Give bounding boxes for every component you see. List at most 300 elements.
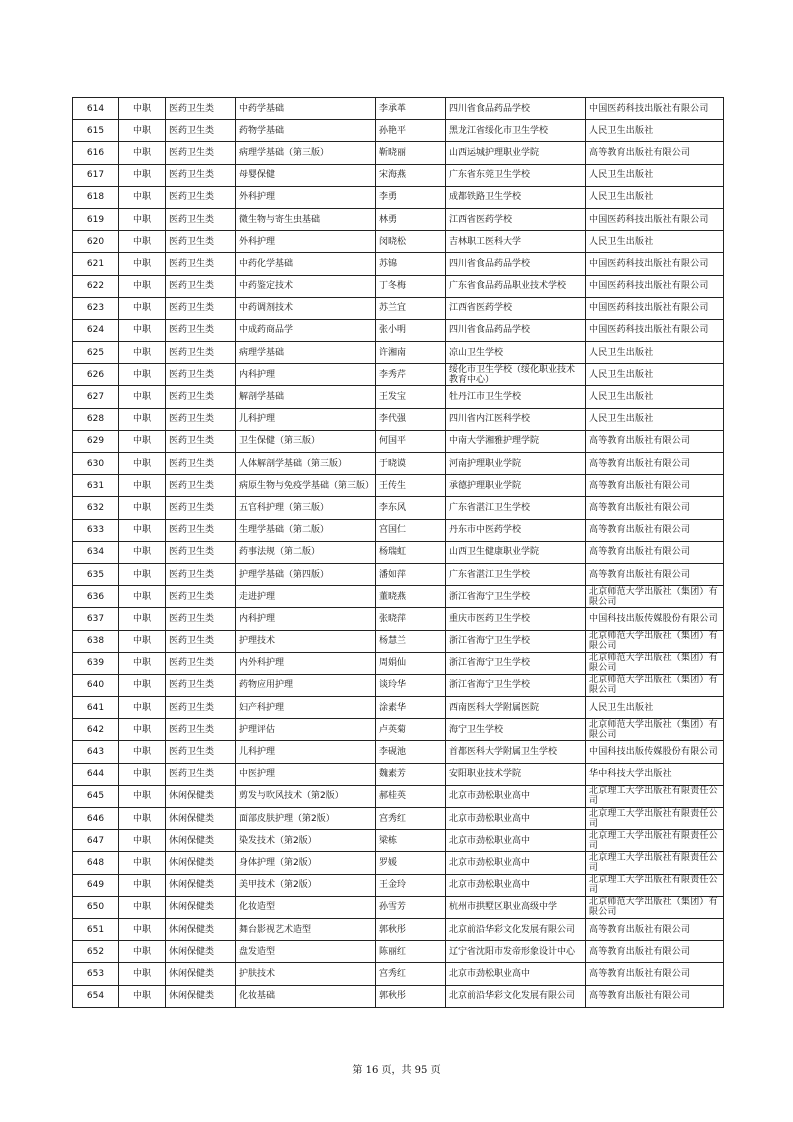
author-cell: 郭秋彤 bbox=[376, 918, 446, 940]
publisher-cell: 人民卫生出版社 bbox=[586, 386, 724, 408]
publisher-cell: 高等教育出版社有限公司 bbox=[586, 985, 724, 1007]
category-cell: 休闲保健类 bbox=[166, 941, 236, 963]
author-cell: 王发宝 bbox=[376, 386, 446, 408]
category-cell: 医药卫生类 bbox=[166, 120, 236, 142]
school-cell: 广东省东莞卫生学校 bbox=[446, 164, 586, 186]
author-cell: 杨慧兰 bbox=[376, 630, 446, 652]
table-row bbox=[73, 231, 724, 253]
row-number-cell: 637 bbox=[73, 608, 119, 630]
school-cell: 北京市劲松职业高中 bbox=[446, 852, 586, 874]
level-cell: 中职 bbox=[119, 297, 166, 319]
table-row bbox=[73, 342, 724, 364]
school-cell: 江西省医药学校 bbox=[446, 208, 586, 230]
category-cell: 医药卫生类 bbox=[166, 563, 236, 585]
table-row bbox=[73, 142, 724, 164]
title-cell: 中药学基础 bbox=[236, 98, 376, 120]
level-cell: 中职 bbox=[119, 586, 166, 608]
school-cell: 浙江省海宁卫生学校 bbox=[446, 674, 586, 696]
category-cell: 医药卫生类 bbox=[166, 519, 236, 541]
author-cell: 苏锦 bbox=[376, 253, 446, 275]
publisher-cell: 高等教育出版社有限公司 bbox=[586, 918, 724, 940]
publisher-cell: 北京师范大学出版社（集团）有限公司 bbox=[586, 896, 724, 918]
publisher-cell: 中国医药科技出版社有限公司 bbox=[586, 275, 724, 297]
author-cell: 李砚池 bbox=[376, 741, 446, 763]
author-cell: 陈丽红 bbox=[376, 941, 446, 963]
school-cell: 成都铁路卫生学校 bbox=[446, 186, 586, 208]
school-cell: 广东省湛江卫生学校 bbox=[446, 497, 586, 519]
row-number-cell: 653 bbox=[73, 963, 119, 985]
school-cell: 北京市劲松职业高中 bbox=[446, 785, 586, 807]
publisher-cell: 北京师范大学出版社（集团）有限公司 bbox=[586, 652, 724, 674]
table-row bbox=[73, 808, 724, 830]
school-cell: 绥化市卫生学校（绥化职业技术教育中心） bbox=[446, 364, 586, 386]
publisher-cell: 北京理工大学出版社有限责任公司 bbox=[586, 785, 724, 807]
row-number-cell: 623 bbox=[73, 297, 119, 319]
level-cell: 中职 bbox=[119, 497, 166, 519]
category-cell: 医药卫生类 bbox=[166, 253, 236, 275]
author-cell: 闵晓松 bbox=[376, 231, 446, 253]
table-row bbox=[73, 741, 724, 763]
row-number-cell: 632 bbox=[73, 497, 119, 519]
row-number-cell: 639 bbox=[73, 652, 119, 674]
publisher-cell: 中国医药科技出版社有限公司 bbox=[586, 297, 724, 319]
publisher-cell: 人民卫生出版社 bbox=[586, 164, 724, 186]
row-number-cell: 620 bbox=[73, 231, 119, 253]
level-cell: 中职 bbox=[119, 719, 166, 741]
publisher-cell: 人民卫生出版社 bbox=[586, 697, 724, 719]
category-cell: 医药卫生类 bbox=[166, 98, 236, 120]
publisher-cell: 北京师范大学出版社（集团）有限公司 bbox=[586, 586, 724, 608]
title-cell: 卫生保健（第三版） bbox=[236, 430, 376, 452]
category-cell: 休闲保健类 bbox=[166, 918, 236, 940]
table-row bbox=[73, 918, 724, 940]
table-row bbox=[73, 586, 724, 608]
title-cell: 解剖学基础 bbox=[236, 386, 376, 408]
author-cell: 卢英菊 bbox=[376, 719, 446, 741]
publisher-cell: 中国医药科技出版社有限公司 bbox=[586, 98, 724, 120]
level-cell: 中职 bbox=[119, 408, 166, 430]
row-number-cell: 652 bbox=[73, 941, 119, 963]
category-cell: 医药卫生类 bbox=[166, 164, 236, 186]
row-number-cell: 621 bbox=[73, 253, 119, 275]
category-cell: 医药卫生类 bbox=[166, 497, 236, 519]
publisher-cell: 北京师范大学出版社（集团）有限公司 bbox=[586, 630, 724, 652]
title-cell: 生理学基础（第二版） bbox=[236, 519, 376, 541]
row-number-cell: 633 bbox=[73, 519, 119, 541]
publisher-cell: 高等教育出版社有限公司 bbox=[586, 453, 724, 475]
school-cell: 杭州市拱墅区职业高级中学 bbox=[446, 896, 586, 918]
table-row bbox=[73, 963, 724, 985]
author-cell: 李东风 bbox=[376, 497, 446, 519]
category-cell: 医药卫生类 bbox=[166, 586, 236, 608]
level-cell: 中职 bbox=[119, 120, 166, 142]
category-cell: 休闲保健类 bbox=[166, 874, 236, 896]
title-cell: 病原生物与免疫学基础（第三版） bbox=[236, 475, 376, 497]
level-cell: 中职 bbox=[119, 852, 166, 874]
row-number-cell: 631 bbox=[73, 475, 119, 497]
title-cell: 人体解剖学基础（第三版） bbox=[236, 453, 376, 475]
table-row bbox=[73, 563, 724, 585]
title-cell: 剪发与吹风技术（第2版） bbox=[236, 785, 376, 807]
title-cell: 护肤技术 bbox=[236, 963, 376, 985]
category-cell: 医药卫生类 bbox=[166, 652, 236, 674]
publisher-cell: 人民卫生出版社 bbox=[586, 120, 724, 142]
category-cell: 医药卫生类 bbox=[166, 741, 236, 763]
title-cell: 化妆基础 bbox=[236, 985, 376, 1007]
level-cell: 中职 bbox=[119, 231, 166, 253]
title-cell: 护理学基础（第四版） bbox=[236, 563, 376, 585]
author-cell: 张晓萍 bbox=[376, 608, 446, 630]
author-cell: 宫国仁 bbox=[376, 519, 446, 541]
row-number-cell: 641 bbox=[73, 697, 119, 719]
table-row bbox=[73, 164, 724, 186]
school-cell: 四川省内江医科学校 bbox=[446, 408, 586, 430]
row-number-cell: 629 bbox=[73, 430, 119, 452]
row-number-cell: 617 bbox=[73, 164, 119, 186]
level-cell: 中职 bbox=[119, 142, 166, 164]
table-row bbox=[73, 386, 724, 408]
title-cell: 五官科护理（第三版） bbox=[236, 497, 376, 519]
table-row bbox=[73, 275, 724, 297]
author-cell: 宋海燕 bbox=[376, 164, 446, 186]
category-cell: 医药卫生类 bbox=[166, 697, 236, 719]
table-row bbox=[73, 519, 724, 541]
title-cell: 面部皮肤护理（第2版） bbox=[236, 808, 376, 830]
level-cell: 中职 bbox=[119, 630, 166, 652]
title-cell: 中药鉴定技术 bbox=[236, 275, 376, 297]
row-number-cell: 614 bbox=[73, 98, 119, 120]
title-cell: 药物应用护理 bbox=[236, 674, 376, 696]
school-cell: 北京市劲松职业高中 bbox=[446, 963, 586, 985]
table-row bbox=[73, 674, 724, 696]
title-cell: 护理技术 bbox=[236, 630, 376, 652]
level-cell: 中职 bbox=[119, 319, 166, 341]
row-number-cell: 646 bbox=[73, 808, 119, 830]
level-cell: 中职 bbox=[119, 430, 166, 452]
publisher-cell: 北京理工大学出版社有限责任公司 bbox=[586, 808, 724, 830]
publisher-cell: 北京师范大学出版社（集团）有限公司 bbox=[586, 674, 724, 696]
row-number-cell: 648 bbox=[73, 852, 119, 874]
table-row bbox=[73, 852, 724, 874]
table-row bbox=[73, 98, 724, 120]
publisher-cell: 北京理工大学出版社有限责任公司 bbox=[586, 830, 724, 852]
row-number-cell: 619 bbox=[73, 208, 119, 230]
table-body bbox=[73, 98, 724, 1008]
publisher-cell: 北京理工大学出版社有限责任公司 bbox=[586, 874, 724, 896]
category-cell: 医药卫生类 bbox=[166, 208, 236, 230]
table-row bbox=[73, 430, 724, 452]
table-row bbox=[73, 985, 724, 1007]
title-cell: 身体护理（第2版） bbox=[236, 852, 376, 874]
publisher-cell: 中国科技出版传媒股份有限公司 bbox=[586, 741, 724, 763]
page-number: 第 16 页，共 95 页 bbox=[352, 1065, 441, 1076]
level-cell: 中职 bbox=[119, 763, 166, 785]
school-cell: 海宁卫生学校 bbox=[446, 719, 586, 741]
table-row bbox=[73, 364, 724, 386]
school-cell: 西南医科大学附属医院 bbox=[446, 697, 586, 719]
table-row bbox=[73, 208, 724, 230]
publisher-cell: 北京理工大学出版社有限责任公司 bbox=[586, 852, 724, 874]
table-row bbox=[73, 719, 724, 741]
row-number-cell: 634 bbox=[73, 541, 119, 563]
author-cell: 谈玲华 bbox=[376, 674, 446, 696]
level-cell: 中职 bbox=[119, 697, 166, 719]
category-cell: 医药卫生类 bbox=[166, 408, 236, 430]
category-cell: 休闲保健类 bbox=[166, 963, 236, 985]
category-cell: 医药卫生类 bbox=[166, 297, 236, 319]
level-cell: 中职 bbox=[119, 985, 166, 1007]
level-cell: 中职 bbox=[119, 208, 166, 230]
row-number-cell: 650 bbox=[73, 896, 119, 918]
table-row bbox=[73, 763, 724, 785]
category-cell: 医药卫生类 bbox=[166, 142, 236, 164]
row-number-cell: 618 bbox=[73, 186, 119, 208]
author-cell: 孙艳平 bbox=[376, 120, 446, 142]
category-cell: 医药卫生类 bbox=[166, 453, 236, 475]
table-row bbox=[73, 319, 724, 341]
title-cell: 妇产科护理 bbox=[236, 697, 376, 719]
row-number-cell: 615 bbox=[73, 120, 119, 142]
author-cell: 李承革 bbox=[376, 98, 446, 120]
school-cell: 辽宁省沈阳市发帝形象设计中心 bbox=[446, 941, 586, 963]
category-cell: 医药卫生类 bbox=[166, 430, 236, 452]
table-row bbox=[73, 608, 724, 630]
title-cell: 中药调剂技术 bbox=[236, 297, 376, 319]
level-cell: 中职 bbox=[119, 785, 166, 807]
publisher-cell: 高等教育出版社有限公司 bbox=[586, 142, 724, 164]
title-cell: 舞台影视艺术造型 bbox=[236, 918, 376, 940]
row-number-cell: 643 bbox=[73, 741, 119, 763]
author-cell: 周娟仙 bbox=[376, 652, 446, 674]
school-cell: 北京前沿华彩文化发展有限公司 bbox=[446, 918, 586, 940]
category-cell: 医药卫生类 bbox=[166, 475, 236, 497]
author-cell: 王金玲 bbox=[376, 874, 446, 896]
table-row bbox=[73, 541, 724, 563]
school-cell: 北京市劲松职业高中 bbox=[446, 830, 586, 852]
title-cell: 内外科护理 bbox=[236, 652, 376, 674]
category-cell: 休闲保健类 bbox=[166, 985, 236, 1007]
publisher-cell: 人民卫生出版社 bbox=[586, 342, 724, 364]
table-row bbox=[73, 186, 724, 208]
level-cell: 中职 bbox=[119, 563, 166, 585]
level-cell: 中职 bbox=[119, 674, 166, 696]
title-cell: 护理评估 bbox=[236, 719, 376, 741]
table-row bbox=[73, 120, 724, 142]
author-cell: 魏素芳 bbox=[376, 763, 446, 785]
author-cell: 丁冬梅 bbox=[376, 275, 446, 297]
level-cell: 中职 bbox=[119, 541, 166, 563]
school-cell: 北京市劲松职业高中 bbox=[446, 808, 586, 830]
level-cell: 中职 bbox=[119, 652, 166, 674]
title-cell: 母婴保健 bbox=[236, 164, 376, 186]
school-cell: 北京前沿华彩文化发展有限公司 bbox=[446, 985, 586, 1007]
category-cell: 医药卫生类 bbox=[166, 319, 236, 341]
table-row bbox=[73, 874, 724, 896]
author-cell: 宫秀红 bbox=[376, 808, 446, 830]
author-cell: 潘如萍 bbox=[376, 563, 446, 585]
category-cell: 医药卫生类 bbox=[166, 231, 236, 253]
title-cell: 外科护理 bbox=[236, 231, 376, 253]
school-cell: 河南护理职业学院 bbox=[446, 453, 586, 475]
author-cell: 李秀芹 bbox=[376, 364, 446, 386]
publisher-cell: 高等教育出版社有限公司 bbox=[586, 941, 724, 963]
category-cell: 医药卫生类 bbox=[166, 364, 236, 386]
author-cell: 张小明 bbox=[376, 319, 446, 341]
title-cell: 儿科护理 bbox=[236, 408, 376, 430]
textbook-table bbox=[72, 97, 724, 1008]
title-cell: 药物学基础 bbox=[236, 120, 376, 142]
row-number-cell: 649 bbox=[73, 874, 119, 896]
row-number-cell: 644 bbox=[73, 763, 119, 785]
category-cell: 医药卫生类 bbox=[166, 186, 236, 208]
category-cell: 休闲保健类 bbox=[166, 852, 236, 874]
publisher-cell: 中国科技出版传媒股份有限公司 bbox=[586, 608, 724, 630]
school-cell: 广东省食品药品职业技术学校 bbox=[446, 275, 586, 297]
row-number-cell: 636 bbox=[73, 586, 119, 608]
table-row bbox=[73, 652, 724, 674]
title-cell: 内科护理 bbox=[236, 364, 376, 386]
title-cell: 中药化学基础 bbox=[236, 253, 376, 275]
row-number-cell: 625 bbox=[73, 342, 119, 364]
level-cell: 中职 bbox=[119, 896, 166, 918]
table-row bbox=[73, 785, 724, 807]
school-cell: 凉山卫生学校 bbox=[446, 342, 586, 364]
school-cell: 浙江省海宁卫生学校 bbox=[446, 652, 586, 674]
school-cell: 黑龙江省绥化市卫生学校 bbox=[446, 120, 586, 142]
school-cell: 四川省食品药品学校 bbox=[446, 253, 586, 275]
publisher-cell: 中国医药科技出版社有限公司 bbox=[586, 319, 724, 341]
school-cell: 丹东市中医药学校 bbox=[446, 519, 586, 541]
publisher-cell: 中国医药科技出版社有限公司 bbox=[586, 253, 724, 275]
row-number-cell: 635 bbox=[73, 563, 119, 585]
publisher-cell: 中国医药科技出版社有限公司 bbox=[586, 208, 724, 230]
author-cell: 王传生 bbox=[376, 475, 446, 497]
title-cell: 染发技术（第2版） bbox=[236, 830, 376, 852]
publisher-cell: 高等教育出版社有限公司 bbox=[586, 519, 724, 541]
author-cell: 林勇 bbox=[376, 208, 446, 230]
level-cell: 中职 bbox=[119, 386, 166, 408]
school-cell: 广东省湛江卫生学校 bbox=[446, 563, 586, 585]
title-cell: 微生物与寄生虫基础 bbox=[236, 208, 376, 230]
row-number-cell: 651 bbox=[73, 918, 119, 940]
school-cell: 首都医科大学附属卫生学校 bbox=[446, 741, 586, 763]
title-cell: 中医护理 bbox=[236, 763, 376, 785]
publisher-cell: 高等教育出版社有限公司 bbox=[586, 563, 724, 585]
title-cell: 药事法规（第二版） bbox=[236, 541, 376, 563]
row-number-cell: 654 bbox=[73, 985, 119, 1007]
school-cell: 山西卫生健康职业学院 bbox=[446, 541, 586, 563]
author-cell: 郭秋彤 bbox=[376, 985, 446, 1007]
title-cell: 内科护理 bbox=[236, 608, 376, 630]
author-cell: 郝桂英 bbox=[376, 785, 446, 807]
table-row bbox=[73, 453, 724, 475]
school-cell: 北京市劲松职业高中 bbox=[446, 874, 586, 896]
table-row bbox=[73, 297, 724, 319]
title-cell: 盘发造型 bbox=[236, 941, 376, 963]
school-cell: 四川省食品药品学校 bbox=[446, 98, 586, 120]
table-row bbox=[73, 697, 724, 719]
category-cell: 休闲保健类 bbox=[166, 896, 236, 918]
author-cell: 罗媛 bbox=[376, 852, 446, 874]
publisher-cell: 北京师范大学出版社（集团）有限公司 bbox=[586, 719, 724, 741]
publisher-cell: 人民卫生出版社 bbox=[586, 364, 724, 386]
level-cell: 中职 bbox=[119, 453, 166, 475]
school-cell: 江西省医药学校 bbox=[446, 297, 586, 319]
row-number-cell: 645 bbox=[73, 785, 119, 807]
author-cell: 孙雪芳 bbox=[376, 896, 446, 918]
author-cell: 梁栋 bbox=[376, 830, 446, 852]
category-cell: 医药卫生类 bbox=[166, 630, 236, 652]
category-cell: 休闲保健类 bbox=[166, 785, 236, 807]
publisher-cell: 高等教育出版社有限公司 bbox=[586, 497, 724, 519]
table-row bbox=[73, 896, 724, 918]
level-cell: 中职 bbox=[119, 830, 166, 852]
category-cell: 医药卫生类 bbox=[166, 719, 236, 741]
level-cell: 中职 bbox=[119, 519, 166, 541]
category-cell: 医药卫生类 bbox=[166, 275, 236, 297]
school-cell: 中南大学湘雅护理学院 bbox=[446, 430, 586, 452]
table-row bbox=[73, 253, 724, 275]
table-row bbox=[73, 475, 724, 497]
level-cell: 中职 bbox=[119, 253, 166, 275]
row-number-cell: 640 bbox=[73, 674, 119, 696]
title-cell: 儿科护理 bbox=[236, 741, 376, 763]
table-row bbox=[73, 630, 724, 652]
title-cell: 美甲技术（第2版） bbox=[236, 874, 376, 896]
author-cell: 许湘南 bbox=[376, 342, 446, 364]
table-row bbox=[73, 941, 724, 963]
level-cell: 中职 bbox=[119, 275, 166, 297]
level-cell: 中职 bbox=[119, 186, 166, 208]
author-cell: 苏兰宜 bbox=[376, 297, 446, 319]
author-cell: 何国平 bbox=[376, 430, 446, 452]
level-cell: 中职 bbox=[119, 918, 166, 940]
category-cell: 休闲保健类 bbox=[166, 830, 236, 852]
category-cell: 医药卫生类 bbox=[166, 342, 236, 364]
title-cell: 外科护理 bbox=[236, 186, 376, 208]
level-cell: 中职 bbox=[119, 164, 166, 186]
author-cell: 靳晓丽 bbox=[376, 142, 446, 164]
school-cell: 浙江省海宁卫生学校 bbox=[446, 586, 586, 608]
level-cell: 中职 bbox=[119, 98, 166, 120]
row-number-cell: 616 bbox=[73, 142, 119, 164]
author-cell: 涂素华 bbox=[376, 697, 446, 719]
row-number-cell: 624 bbox=[73, 319, 119, 341]
row-number-cell: 622 bbox=[73, 275, 119, 297]
author-cell: 于晓谟 bbox=[376, 453, 446, 475]
row-number-cell: 642 bbox=[73, 719, 119, 741]
level-cell: 中职 bbox=[119, 874, 166, 896]
school-cell: 吉林职工医科大学 bbox=[446, 231, 586, 253]
category-cell: 医药卫生类 bbox=[166, 674, 236, 696]
publisher-cell: 人民卫生出版社 bbox=[586, 186, 724, 208]
school-cell: 重庆市医药卫生学校 bbox=[446, 608, 586, 630]
category-cell: 医药卫生类 bbox=[166, 386, 236, 408]
school-cell: 牡丹江市卫生学校 bbox=[446, 386, 586, 408]
title-cell: 走进护理 bbox=[236, 586, 376, 608]
category-cell: 医药卫生类 bbox=[166, 608, 236, 630]
table-row bbox=[73, 408, 724, 430]
publisher-cell: 人民卫生出版社 bbox=[586, 231, 724, 253]
author-cell: 李代强 bbox=[376, 408, 446, 430]
level-cell: 中职 bbox=[119, 608, 166, 630]
row-number-cell: 628 bbox=[73, 408, 119, 430]
title-cell: 病理学基础 bbox=[236, 342, 376, 364]
title-cell: 化妆造型 bbox=[236, 896, 376, 918]
author-cell: 杨瑞虹 bbox=[376, 541, 446, 563]
school-cell: 四川省食品药品学校 bbox=[446, 319, 586, 341]
category-cell: 医药卫生类 bbox=[166, 763, 236, 785]
